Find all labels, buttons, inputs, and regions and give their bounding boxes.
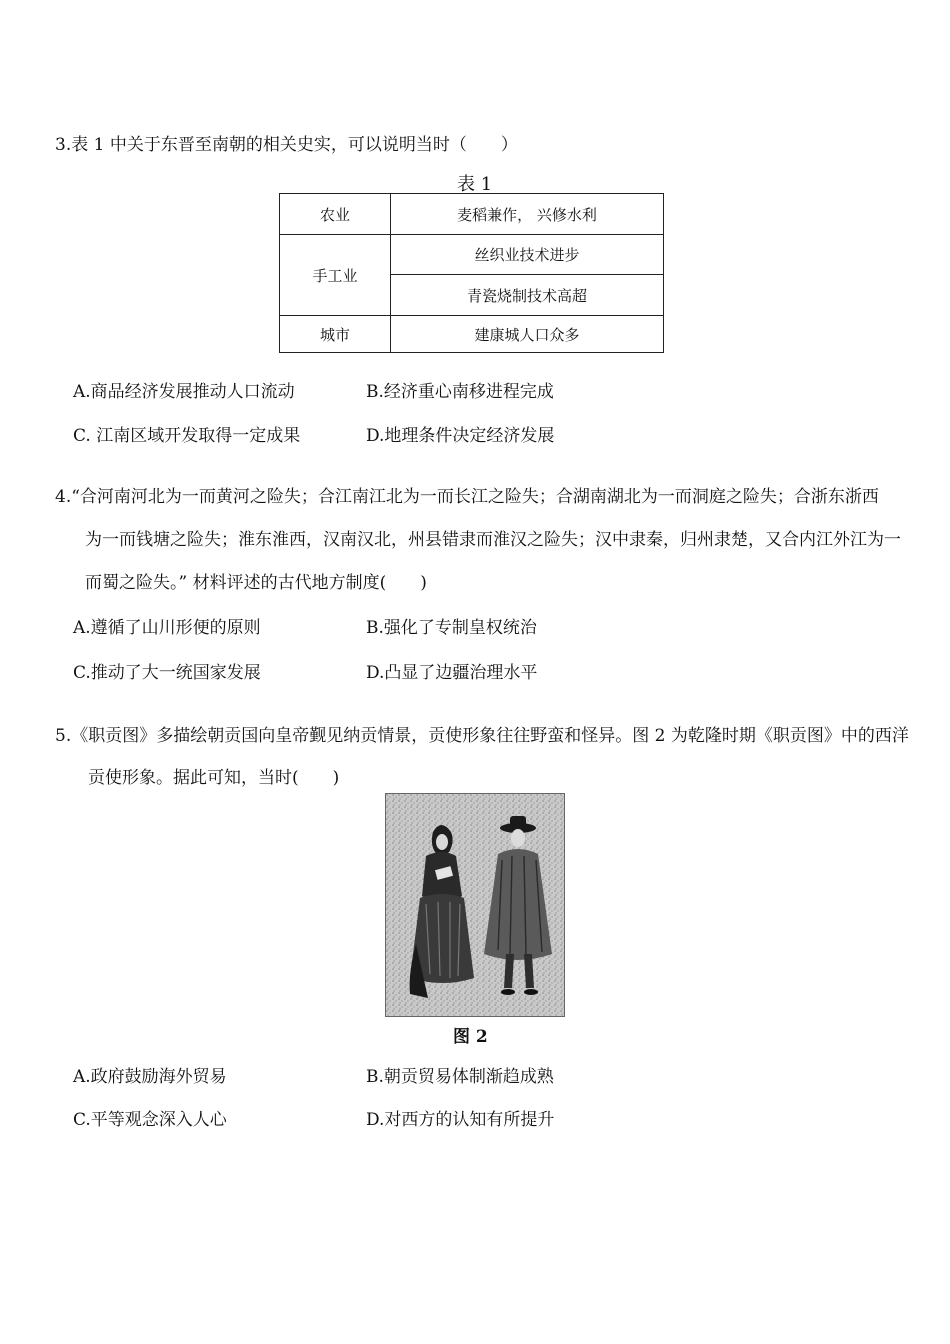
table-caption: 表 1	[457, 174, 493, 195]
q3-option-c: C. 江南区域开发取得一定成果	[73, 426, 301, 446]
figure-caption: 图 2	[453, 1027, 488, 1047]
q5-option-d: D.对西方的认知有所提升	[366, 1110, 555, 1130]
q3-stem: 3.表 1 中关于东晋至南朝的相关史实，可以说明当时（ ）	[55, 135, 518, 155]
western-envoys-illustration	[385, 793, 565, 1017]
q3-option-b: B.经济重心南移进程完成	[366, 382, 554, 402]
q3-option-d: D.地理条件决定经济发展	[366, 426, 555, 446]
agriculture-value: 麦稻兼作， 兴修水利	[391, 194, 664, 235]
q5-option-b: B.朝贡贸易体制渐趋成熟	[366, 1067, 554, 1087]
agriculture-label: 农业	[280, 194, 391, 235]
handicraft-value-1: 丝织业技术进步	[391, 235, 664, 275]
city-value: 建康城人口众多	[391, 316, 664, 353]
q5-option-c: C.平等观念深入人心	[73, 1110, 227, 1130]
handicraft-value-2: 青瓷烧制技术高超	[391, 275, 664, 316]
q4-option-b: B.强化了专制皇权统治	[366, 618, 537, 638]
history-table	[279, 193, 664, 353]
q5-stem-line-2: 贡使形象。据此可知，当时( )	[88, 768, 340, 788]
city-label: 城市	[280, 316, 391, 353]
q4-option-c: C.推动了大一统国家发展	[73, 663, 261, 683]
q4-stem-line-2: 为一而钱塘之险失；淮东淮西，汉南汉北，州县错隶而淮汉之险失；汉中隶秦，归州隶楚，又合内江外江为一	[85, 530, 901, 550]
q4-stem-line-1: 4.“合河南河北为一而黄河之险失；合江南江北为一而长江之险失；合湖南湖北为一而洞庭之险失；合浙东浙西	[55, 487, 879, 507]
q3-option-a: A.商品经济发展推动人口流动	[73, 382, 295, 402]
q4-stem-line-3: 而蜀之险失。” 材料评述的古代地方制度( )	[85, 573, 427, 593]
q5-option-a: A.政府鼓励海外贸易	[73, 1067, 227, 1087]
q4-option-a: A.遵循了山川形便的原则	[73, 618, 261, 638]
handicraft-label: 手工业	[280, 235, 391, 316]
q4-option-d: D.凸显了边疆治理水平	[366, 663, 538, 683]
q5-stem-line-1: 5.《职贡图》多描绘朝贡国向皇帝觐见纳贡情景，贡使形象往往野蛮和怪异。图 2 为乾隆时期《职贡图》中的西洋	[55, 726, 909, 746]
